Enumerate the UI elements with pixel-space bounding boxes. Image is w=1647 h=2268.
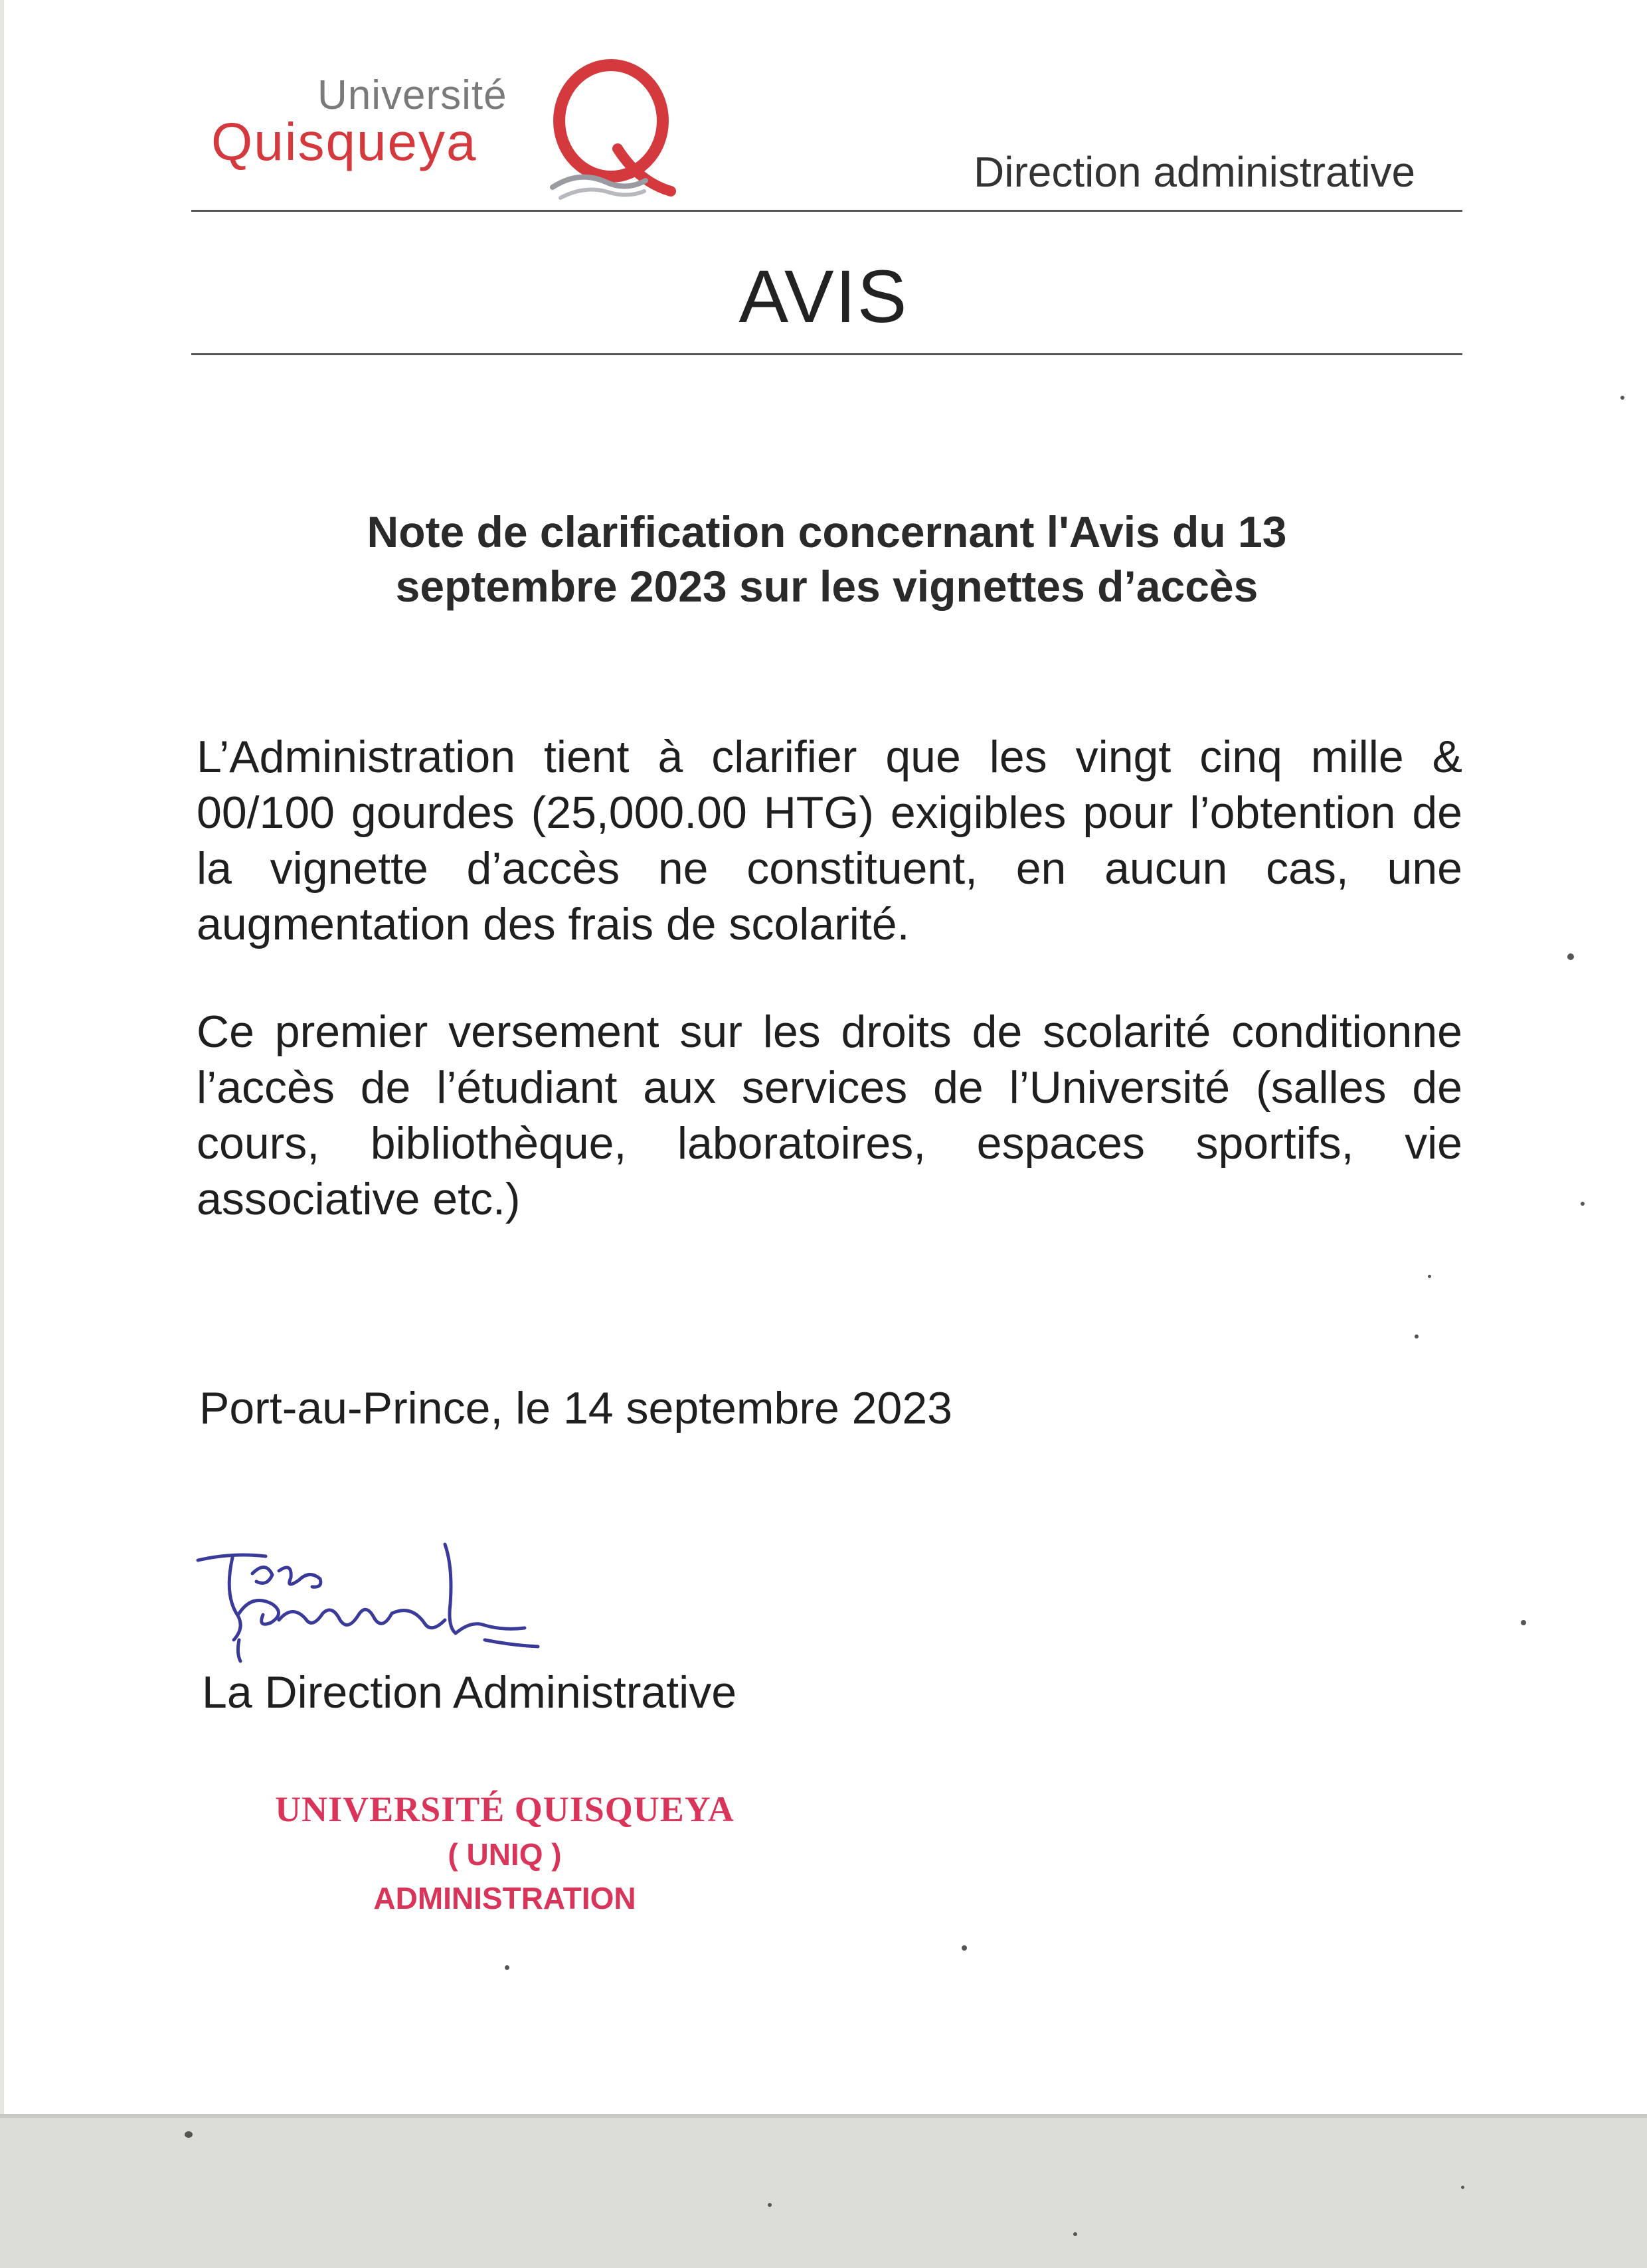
administration-stamp: [252, 1786, 757, 1920]
paragraph-clarification: L’Administration tient à clarifier que les vingt cinq mille & 00/100 gourdes (25,000.00 HTG) exigibles pour l’obtention de la vignette d’accès ne constituent, en aucun cas, une augmentation des frais de scolarité.: [197, 732, 1462, 949]
stamp-department: ADMINISTRATION: [373, 1881, 636, 1915]
scan-speck: [1428, 1275, 1431, 1278]
university-brand: [211, 72, 517, 178]
header-rule-bottom: [191, 353, 1462, 355]
brand-small-text: Université: [317, 72, 507, 118]
scan-speck: [1567, 953, 1574, 960]
quisqueya-q-logo-icon: [546, 56, 679, 202]
scan-speck: [1415, 1335, 1419, 1338]
stamp-university-name: UNIVERSITÉ QUISQUEYA: [275, 1789, 735, 1829]
note-title-line-1: Note de clarification concernant l'Avis du 13: [367, 507, 1287, 556]
note-title-line-2: septembre 2023 sur les vignettes d’accès: [395, 562, 1258, 611]
scan-speck: [1461, 2186, 1464, 2189]
place-date: Port-au-Prince, le 14 septembre 2023: [199, 1383, 952, 1433]
handwritten-signature: [193, 1540, 564, 1673]
note-title: [226, 505, 1428, 613]
scan-speck: [768, 2203, 772, 2207]
brand-name-text: Quisqueya: [211, 112, 477, 171]
stamp-acronym: ( UNIQ ): [448, 1837, 562, 1872]
scan-speck: [185, 2131, 193, 2138]
scan-speck: [1521, 1620, 1526, 1625]
scan-speck: [962, 1945, 967, 1951]
scan-speck: [1620, 396, 1624, 400]
paragraph-access: Ce premier versement sur les droits de scolarité conditionne l’accès de l’étudiant aux services de l’Université (salles de cours, bibliothèque, laboratoires, espaces sportifs, vie associative etc.): [197, 1007, 1462, 1224]
scanner-bed: [0, 2118, 1647, 2268]
department-label: Direction administrative: [974, 148, 1416, 196]
signatory-label: La Direction Administrative: [202, 1667, 737, 1718]
scan-speck: [505, 1965, 509, 1970]
scan-speck: [1581, 1202, 1585, 1206]
page-title: AVIS: [738, 255, 909, 338]
scan-speck: [1073, 2232, 1077, 2236]
header-rule-top: [191, 210, 1462, 212]
